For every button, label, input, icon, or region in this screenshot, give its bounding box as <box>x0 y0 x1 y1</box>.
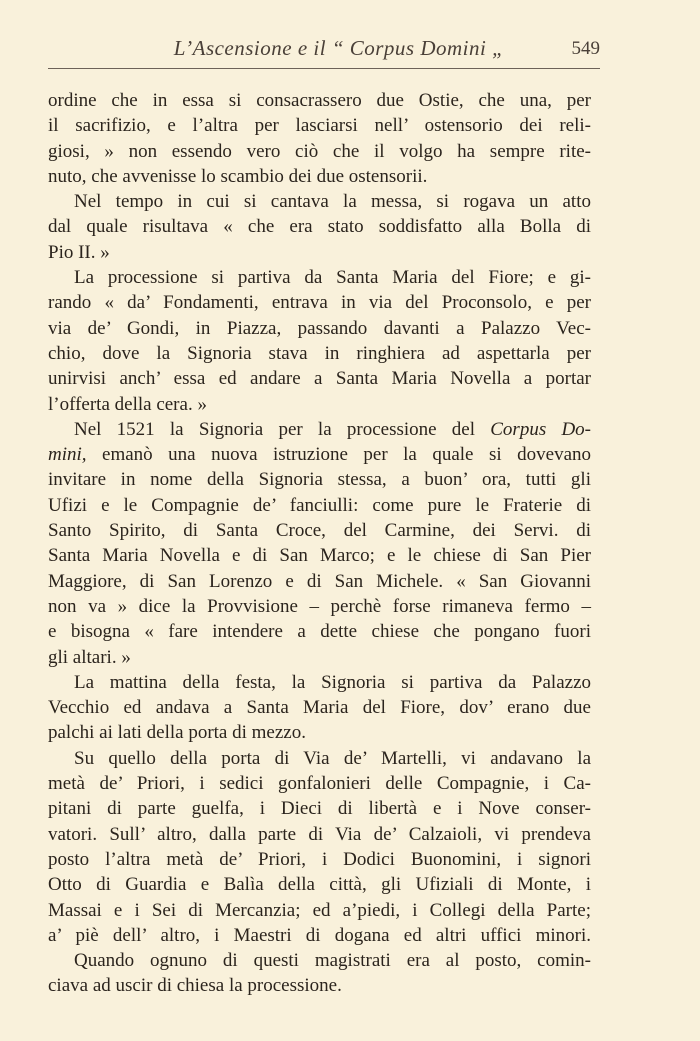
line-text: l’offerta della cera. » <box>48 393 207 415</box>
text-line <box>48 543 591 568</box>
text-line <box>48 822 591 847</box>
line-text: il sacrifizio, e l’altra per lasciarsi nell’ ostensorio dei reli- <box>48 115 591 137</box>
text-line <box>48 366 591 391</box>
text-line <box>48 88 591 113</box>
text-line <box>48 948 591 973</box>
line-text: giosi, » non essendo vero ciò che il volgo ha sempre rite- <box>48 140 591 162</box>
text-line <box>48 720 591 745</box>
text-line <box>48 923 591 948</box>
text-line <box>48 771 591 796</box>
line-text: invitare in nome della Signoria stessa, a buon’ ora, tutti gli <box>48 469 591 491</box>
text-line <box>48 417 591 442</box>
text-line <box>48 695 591 720</box>
line-text: La processione si partiva da Santa Maria del Fiore; e gi- <box>74 267 591 289</box>
text-line <box>48 265 591 290</box>
text-line <box>48 872 591 897</box>
line-text: metà de’ Priori, i sedici gonfalonieri delle Compagnie, i Ca- <box>48 773 591 795</box>
line-text: emanò una nuova istruzione per la quale si dovevano <box>86 444 591 466</box>
text-line <box>48 316 591 341</box>
text-line <box>48 493 591 518</box>
line-text: Otto di Guardia e Balìa della città, gli Ufiziali di Monte, i <box>48 874 591 896</box>
line-text: a’ piè dell’ altro, i Maestri di dogana ed altri uffici minori. <box>48 924 591 946</box>
line-text: Massai e i Sei di Mercanzia; ed a’piedi, i Collegi della Parte; <box>48 899 591 921</box>
text-line <box>48 518 591 543</box>
line-text: gli altari. » <box>48 646 131 668</box>
line-text: rando « da’ Fondamenti, entrava in via del Proconsolo, e per <box>48 292 591 314</box>
line-text: posto l’altra metà de’ Priori, i Dodici Buonomini, i signori <box>48 848 591 870</box>
text-line <box>48 467 591 492</box>
text-line <box>48 392 591 417</box>
line-text: La mattina della festa, la Signoria si partiva da Palazzo <box>74 671 591 693</box>
line-text: ordine che in essa si consacrassero due Ostie, che una, per <box>48 90 591 111</box>
line-text: chio, dove la Signoria stava in ringhiera ad aspettarla per <box>48 342 591 364</box>
text-line <box>48 670 591 695</box>
line-text: Nel 1521 la Signoria per la processione del <box>74 418 491 440</box>
line-text: Vecchio ed andava a Santa Maria del Fiore, dov’ erano due <box>48 697 591 719</box>
line-text: nuto, che avvenisse lo scambio dei due ostensorii. <box>48 165 428 187</box>
italic-text: mini, <box>48 444 87 466</box>
page-number: 549 <box>571 38 600 59</box>
text-line <box>48 164 591 189</box>
text-line <box>48 189 591 214</box>
line-text: Ufizi e le Compagnie de’ fanciulli: come pure le Fraterie di <box>48 494 591 516</box>
line-text: Pio II. » <box>48 241 110 263</box>
line-text: Santo Spirito, di Santa Croce, del Carmine, dei Servi. di <box>48 520 591 542</box>
text-line <box>48 973 591 998</box>
text-line <box>48 796 591 821</box>
line-text: non va » dice la Provvisione – perchè forse rimaneva fermo – <box>48 595 591 617</box>
italic-text: Corpus Do- <box>490 418 591 440</box>
line-text: ciava ad uscir di chiesa la processione. <box>48 975 342 997</box>
line-text: palchi ai lati della porta di mezzo. <box>48 722 306 744</box>
line-text: unirvisi anch’ essa ed andare a Santa Maria Novella a portar <box>48 368 591 390</box>
text-line <box>48 569 591 594</box>
page-header <box>48 36 600 66</box>
text-line <box>48 139 591 164</box>
text-line <box>48 113 591 138</box>
text-line <box>48 619 591 644</box>
text-line <box>48 594 591 619</box>
text-line <box>48 290 591 315</box>
line-text: via de’ Gondi, in Piazza, passando davanti a Palazzo Vec- <box>48 317 591 339</box>
text-line <box>48 645 591 670</box>
line-text: Maggiore, di San Lorenzo e di San Michele. « San Giovanni <box>48 570 591 592</box>
line-text: Quando ognuno di questi magistrati era al posto, comin- <box>74 950 591 972</box>
text-line <box>48 341 591 366</box>
line-text: dal quale risultava « che era stato soddisfatto alla Bolla di <box>48 216 591 238</box>
line-text: pitani di parte guelfa, i Dieci di libertà e i Nove conser- <box>48 798 591 820</box>
line-text: Santa Maria Novella e di San Marco; e le chiese di San Pier <box>48 545 591 567</box>
text-line <box>48 746 591 771</box>
text-line <box>48 240 591 265</box>
header-rule <box>48 68 600 69</box>
body-text <box>48 88 591 999</box>
text-line <box>48 214 591 239</box>
line-text: e bisogna « fare intendere a dette chiese che pongano fuori <box>48 621 591 643</box>
line-text: vatori. Sull’ altro, dalla parte di Via de’ Calzaioli, vi prendeva <box>48 823 591 845</box>
text-line <box>48 442 591 467</box>
line-text: Su quello della porta di Via de’ Martelli, vi andavano la <box>74 747 591 769</box>
running-title: L’Ascensione e il “ Corpus Domini „ <box>173 36 505 60</box>
line-text: Nel tempo in cui si cantava la messa, si rogava un atto <box>74 191 591 213</box>
text-line <box>48 847 591 872</box>
text-line <box>48 898 591 923</box>
